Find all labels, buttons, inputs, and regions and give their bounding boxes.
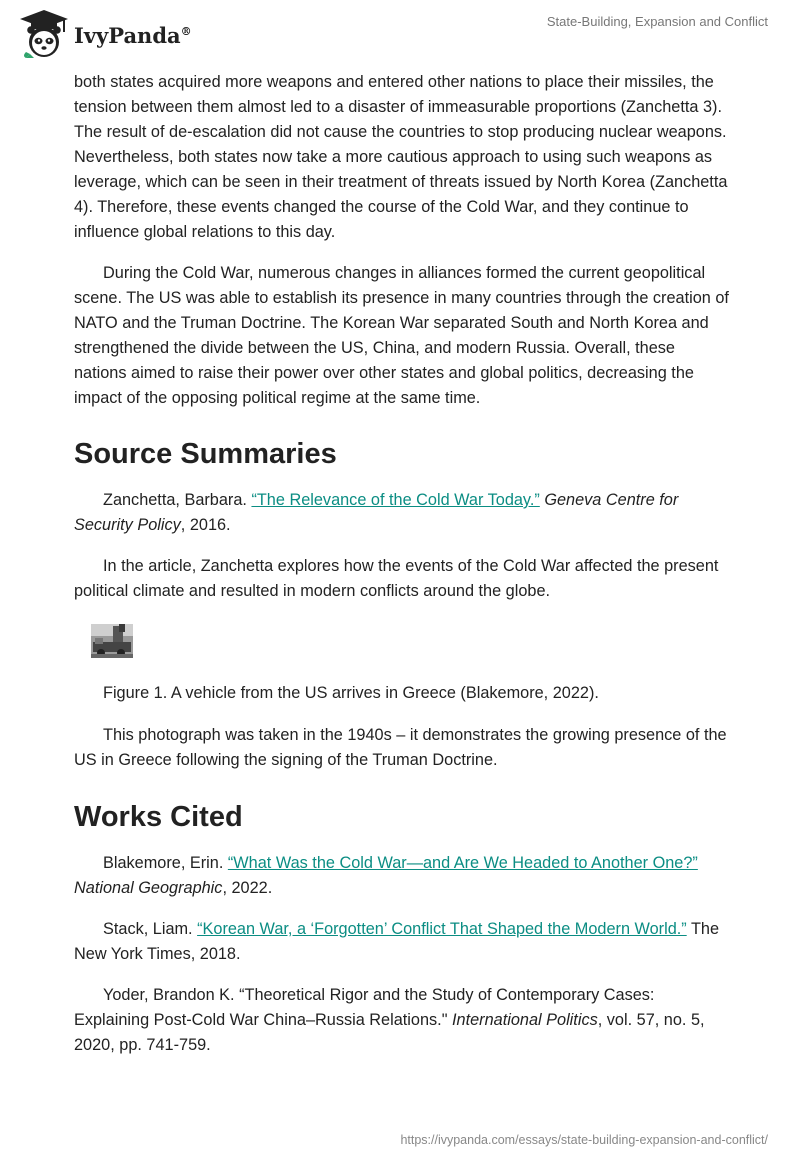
paragraph: This photograph was taken in the 1940s – it demonstrates the growing presence of the US in Greece following the signing of the Truman Doctrine. <box>74 726 727 769</box>
reference-entry: Zanchetta, Barbara. “The Relevance of the Cold War Today.” Geneva Centre for Security Policy, 2016. <box>74 491 679 534</box>
section-heading-works-cited: Works Cited <box>74 801 243 833</box>
paragraph: In the article, Zanchetta explores how the events of the Cold War affected the present political climate and resulted in modern conflicts around the globe. <box>74 557 719 600</box>
citation-entry: Yoder, Brandon K. “Theoretical Rigor and the Study of Contemporary Cases: Explaining Post-Cold War China–Russia Relations." International Politics, vol. 57, no. 5, 2020, pp. 741-759. <box>74 986 705 1054</box>
citation-entry: Blakemore, Erin. “What Was the Cold War—and Are We Headed to Another One?” National Geographic, 2022. <box>74 854 698 897</box>
paragraph: During the Cold War, numerous changes in alliances formed the current geopolitical scene. The US was able to establish its presence in many countries through the creation of NATO and the Truman Doctrine. The Korean War separated South and North Korea and strengthened the divide between the US, China, and modern Russia. Overall, these nations aimed to raise their power over other states and global politics, decreasing the impact of the opposing political regime at the same time. <box>74 264 729 407</box>
citation-link[interactable]: “What Was the Cold War—and Are We Headed to Another One?” <box>227 854 698 872</box>
section-heading-source-summaries: Source Summaries <box>74 438 337 470</box>
ivypanda-logo[interactable] <box>16 8 192 60</box>
figure-caption: Figure 1. A vehicle from the US arrives in Greece (Blakemore, 2022). <box>103 684 599 702</box>
citation-entry: Stack, Liam. “Korean War, a ‘Forgotten’ Conflict That Shaped the Modern World.” The New York Times, 2018. <box>74 920 719 963</box>
reference-link[interactable]: “The Relevance of the Cold War Today.” <box>251 491 540 509</box>
panda-graduate-icon <box>16 8 72 60</box>
paragraph: both states acquired more weapons and entered other nations to place their missiles, the tension between them almost led to a disaster of immeasurable proportions (Zanchetta 3). The result of de-escalation did not cause the countries to stop producing nuclear weapons. Nevertheless, both states now take a more cautious approach to using such weapons as leverage, which can be seen in their treatment of threats issued by North Korea (Zanchetta 4). Therefore, these events changed the course of the Cold War, and they continue to influence global relations to this day. <box>74 73 728 241</box>
page-header <box>0 0 800 70</box>
essay-body <box>74 70 730 1058</box>
photo-vehicle-greece <box>91 624 133 658</box>
citation-link[interactable]: “Korean War, a ‘Forgotten’ Conflict That Shaped the Modern World.” <box>197 920 687 938</box>
page-url: https://ivypanda.com/essays/state-building-expansion-and-conflict/ <box>400 1133 768 1147</box>
logo-text: IvyPanda® <box>74 22 192 48</box>
figure <box>74 624 730 663</box>
document-title: State-Building, Expansion and Conflict <box>546 14 768 29</box>
